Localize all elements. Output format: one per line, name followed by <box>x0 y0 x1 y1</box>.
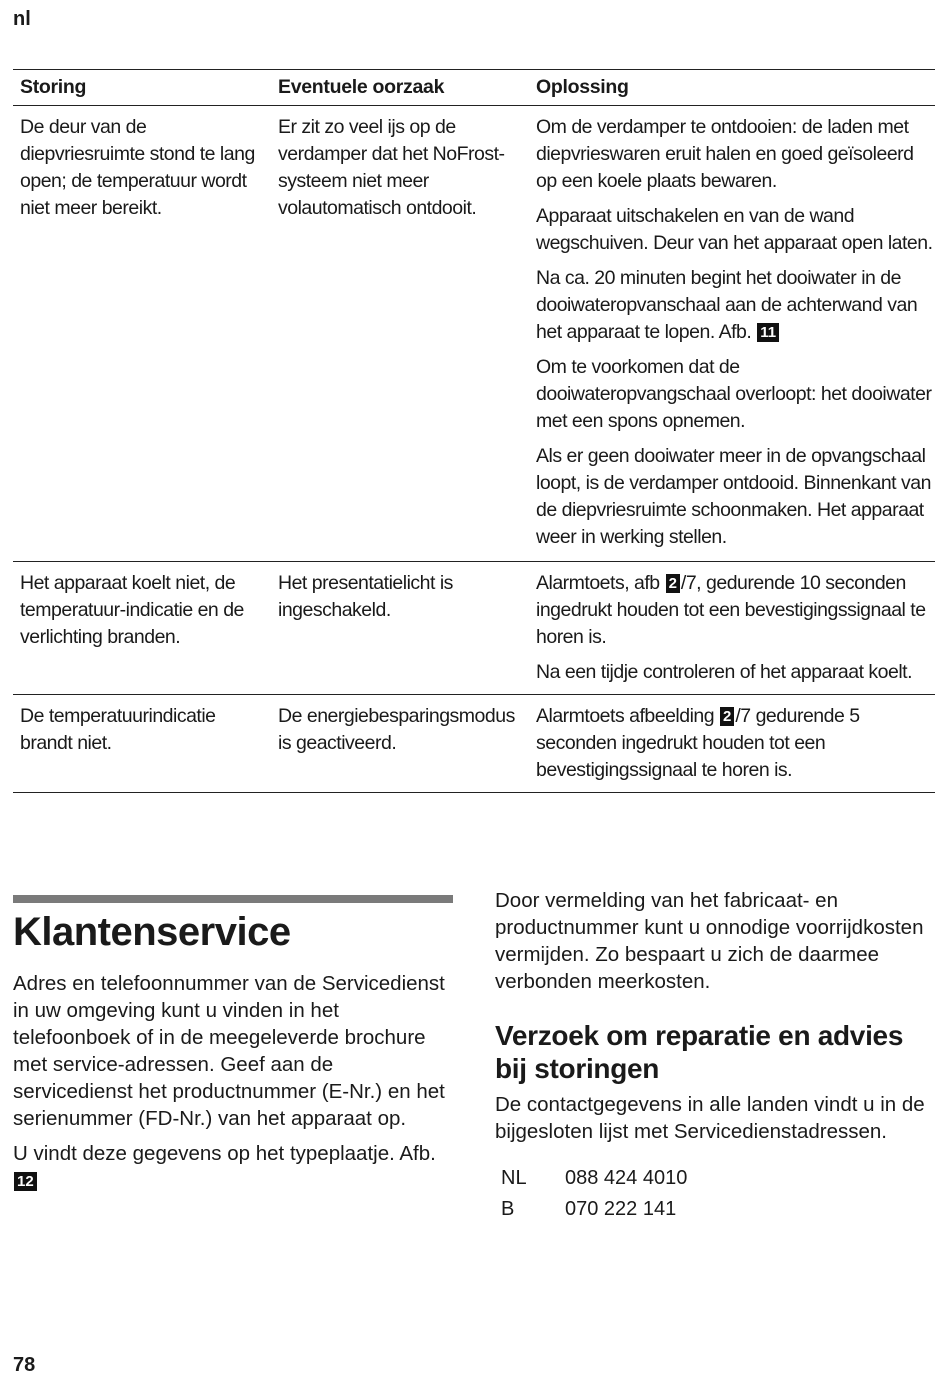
cause-text: Het presentatielicht is ingeschakeld. <box>278 572 453 621</box>
solution-text: Om te voorkomen dat de dooiwateropvangschaal overloopt: het dooiwater met een spons opnemen. <box>536 356 932 432</box>
solution-cell <box>529 695 935 792</box>
section-title: Klantenservice <box>13 910 291 954</box>
subsection-heading: Verzoek om reparatie en advies bij storingen <box>495 1020 904 1084</box>
solution-text: Apparaat uitschakelen en van de wand wegschuiven. Deur van het apparaat open laten. <box>536 205 933 254</box>
body-paragraph: U vindt deze gegevens op het typeplaatje. Afb. 12 <box>13 1142 436 1190</box>
solution-text: Om de verdamper te ontdooien: de laden met diepvrieswaren eruit halen en goed geïsoleerd op een koele plaats bewaren. <box>536 116 914 192</box>
column-header-problem: Storing <box>20 76 87 98</box>
cause-text: Er zit zo veel ijs op de verdamper dat het NoFrost-systeem niet meer volautomatisch ontdooit. <box>278 116 505 219</box>
table-row <box>13 105 935 561</box>
solution-cell <box>529 106 935 561</box>
problem-text: De deur van de diepvriesruimte stond te lang open; de temperatuur wordt niet meer bereikt. <box>20 116 255 219</box>
contact-phone: 088 424 4010 <box>565 1167 688 1189</box>
problem-cell <box>13 106 271 561</box>
solution-text: Alarmtoets afbeelding 2 /7 gedurende 5 seconden ingedrukt houden tot een bevestigingssignaal te horen is. <box>536 705 860 781</box>
klantenservice-left-column <box>13 970 458 1202</box>
problem-cell <box>13 562 271 694</box>
column-header-cause: Eventuele oorzaak <box>278 76 445 98</box>
solution-cell <box>529 562 935 694</box>
column-header-solution: Oplossing <box>536 76 629 98</box>
contact-row <box>495 1163 940 1194</box>
figure-reference-badge: 2 <box>720 707 734 726</box>
troubleshooting-table <box>13 69 935 793</box>
cause-cell <box>271 695 529 792</box>
table-row <box>13 694 935 792</box>
contact-list <box>495 1163 940 1225</box>
body-paragraph: Adres en telefoonnummer van de Servicedienst in uw omgeving kunt u vinden in het telefoonboek of in de meegeleverde brochure met service-adressen. Geef aan de servicedienst het productnummer (E-Nr.) en het serienummer (FD-Nr.) van het apparaat op. <box>13 972 445 1130</box>
cause-text: De energiebesparingsmodus is geactiveerd. <box>278 705 515 754</box>
language-label: nl <box>13 8 31 30</box>
contact-phone: 070 222 141 <box>565 1198 677 1220</box>
figure-reference-badge: 2 <box>666 574 680 593</box>
solution-text: Alarmtoets, afb 2 /7, gedurende 10 seconden ingedrukt houden tot een bevestigingssignaal te horen is. <box>536 572 926 648</box>
section-divider-bar <box>13 895 453 903</box>
solution-text: Na ca. 20 minuten begint het dooiwater in de dooiwateropvanschaal aan de achterwand van het apparaat te lopen. Afb. 11 <box>536 267 918 343</box>
figure-reference-badge: 12 <box>14 1172 37 1191</box>
solution-text: Na een tijdje controleren of het apparaat koelt. <box>536 661 913 683</box>
klantenservice-right-column <box>495 887 940 1225</box>
cause-cell <box>271 106 529 561</box>
problem-text: Het apparaat koelt niet, de temperatuur-indicatie en de verlichting branden. <box>20 572 244 648</box>
contact-row <box>495 1194 940 1225</box>
table-header-row <box>13 70 935 105</box>
page-number: 78 <box>13 1354 36 1376</box>
body-paragraph: Door vermelding van het fabricaat- en productnummer kunt u onnodige voorrijdkosten vermijden. Zo bespaart u zich de daarmee verbonden meerkosten. <box>495 889 924 993</box>
contact-country: NL <box>501 1167 527 1189</box>
body-paragraph: De contactgegevens in alle landen vindt u in de bijgesloten lijst met Servicedienstadressen. <box>495 1093 925 1143</box>
solution-text: Als er geen dooiwater meer in de opvangschaal loopt, is de verdamper ontdooid. Binnenkant van de diepvriesruimte schoonmaken. Het apparaat weer in werking stellen. <box>536 445 931 548</box>
table-row <box>13 561 935 694</box>
cause-cell <box>271 562 529 694</box>
problem-cell <box>13 695 271 792</box>
problem-text: De temperatuurindicatie brandt niet. <box>20 705 216 754</box>
contact-country: B <box>501 1198 515 1220</box>
figure-reference-badge: 11 <box>757 323 779 342</box>
